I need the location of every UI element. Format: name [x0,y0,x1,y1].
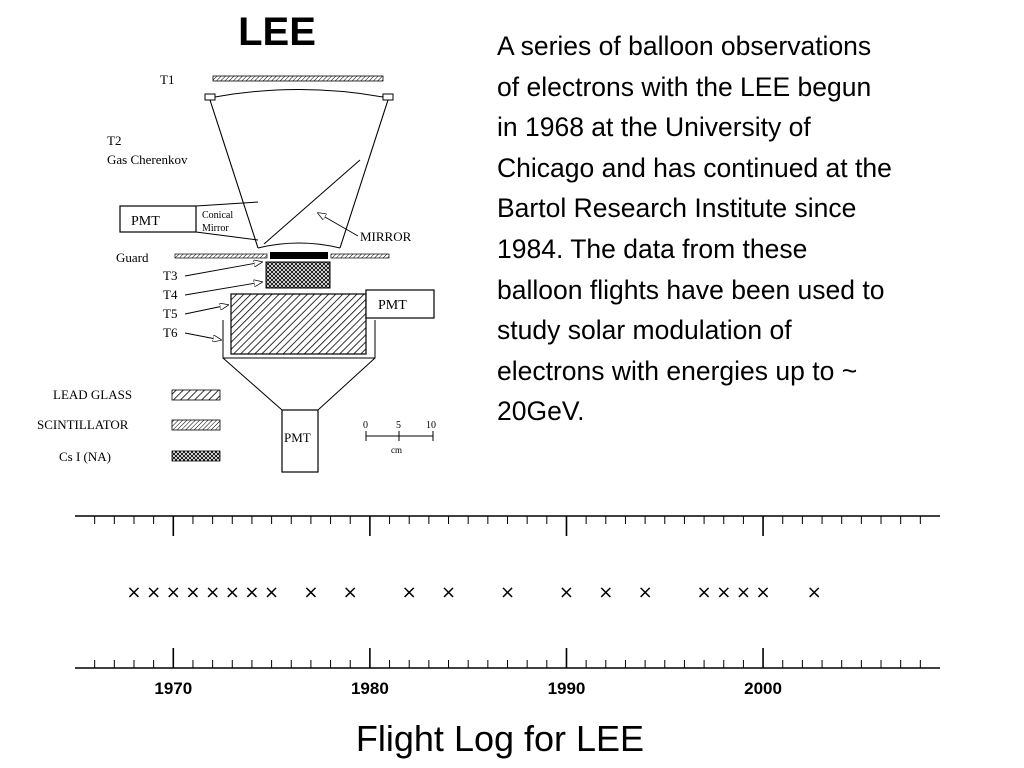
flight-mark: × [244,582,260,603]
flight-mark: × [598,582,614,603]
description-line: balloon flights have been used to [497,274,885,305]
scale-tick-5: 5 [396,420,401,431]
tick-label-1980: 1980 [350,679,389,698]
flight-mark: × [205,582,221,603]
flight-mark: × [716,582,732,603]
legend-scintillator-swatch [172,420,220,430]
flight-log-chart [0,500,1024,710]
scale-tick-0: 0 [363,420,368,431]
flight-mark: × [146,582,162,603]
label-t4: T4 [163,287,178,302]
flight-mark: × [637,582,653,603]
description-line: in 1968 at the University of [497,112,811,143]
label-t6: T6 [163,325,178,340]
scale-tick-10: 10 [426,420,436,431]
legend-csi-label: Cs I (NA) [59,449,111,464]
flight-mark: × [440,582,457,603]
label-mirror: MIRROR [360,229,412,244]
label-conical-2: Mirror [202,223,229,234]
tick-label-2000: 2000 [744,679,782,698]
label-pmt-left: PMT [131,214,160,229]
flight-mark: × [806,582,822,603]
flight-mark: × [185,582,201,603]
scale-unit: cm [391,445,402,455]
label-guard: Guard [116,250,149,265]
tick-labels [154,679,782,698]
guard-right [331,254,389,258]
legend-lead-glass-label: LEAD GLASS [53,387,133,402]
description-line: A series of balloon observations [497,31,872,61]
lee-detector-diagram [0,0,470,500]
chart-caption: Flight Log for LEE [355,718,645,759]
mirror-arrow [318,213,358,236]
tick-label-1970: 1970 [154,679,193,698]
description-line: of electrons with the LEE begun [497,71,872,102]
flight-mark: × [303,582,319,603]
guard-center [270,252,328,259]
legend-csi-swatch [172,451,220,461]
cherenkov-funnel [205,90,393,249]
label-t2: T2 [107,133,122,148]
legend-scintillator-label: SCINTILLATOR [37,417,129,432]
top-axis [75,516,940,536]
flight-mark: × [165,582,181,603]
flight-mark: × [342,582,358,603]
flight-mark: × [264,582,280,603]
label-t1: T1 [160,72,175,87]
lead-glass-block [231,294,366,354]
bottom-funnel [223,358,375,410]
description-line: Chicago and has continued at the [497,152,892,183]
description-line: Bartol Research Institute since [497,193,857,224]
description-paragraph [497,26,1017,432]
flight-marks [126,582,821,603]
flight-mark: × [224,582,240,603]
guard-left [175,254,267,258]
description-line: electrons with energies up to ~ [497,355,858,386]
description-line: study solar modulation of [497,315,792,346]
bottom-axis [75,648,940,668]
label-t5: T5 [163,306,178,321]
tick-label-1990: 1990 [547,679,586,698]
slide-title: LEE [238,10,316,54]
label-t3: T3 [163,268,178,283]
label-pmt-right: PMT [378,298,407,313]
flight-mark: × [735,582,751,603]
flight-mark: × [558,582,575,603]
scale-bar [363,420,436,455]
t1-plate [213,76,383,81]
label-conical-1: Conical [202,210,234,221]
legend-lead-glass-swatch [172,390,220,400]
description-line: 1984. The data from these [497,233,808,264]
flight-mark: × [126,582,142,603]
flight-mark: × [401,582,417,603]
description-line: 20GeV. [497,396,585,427]
flight-mark: × [696,582,712,603]
label-gas-cherenkov: Gas Cherenkov [107,152,188,167]
flight-mark: × [755,582,771,603]
t3-t4-block [266,262,330,288]
label-pmt-bottom: PMT [284,430,311,445]
flight-mark: × [499,582,516,603]
